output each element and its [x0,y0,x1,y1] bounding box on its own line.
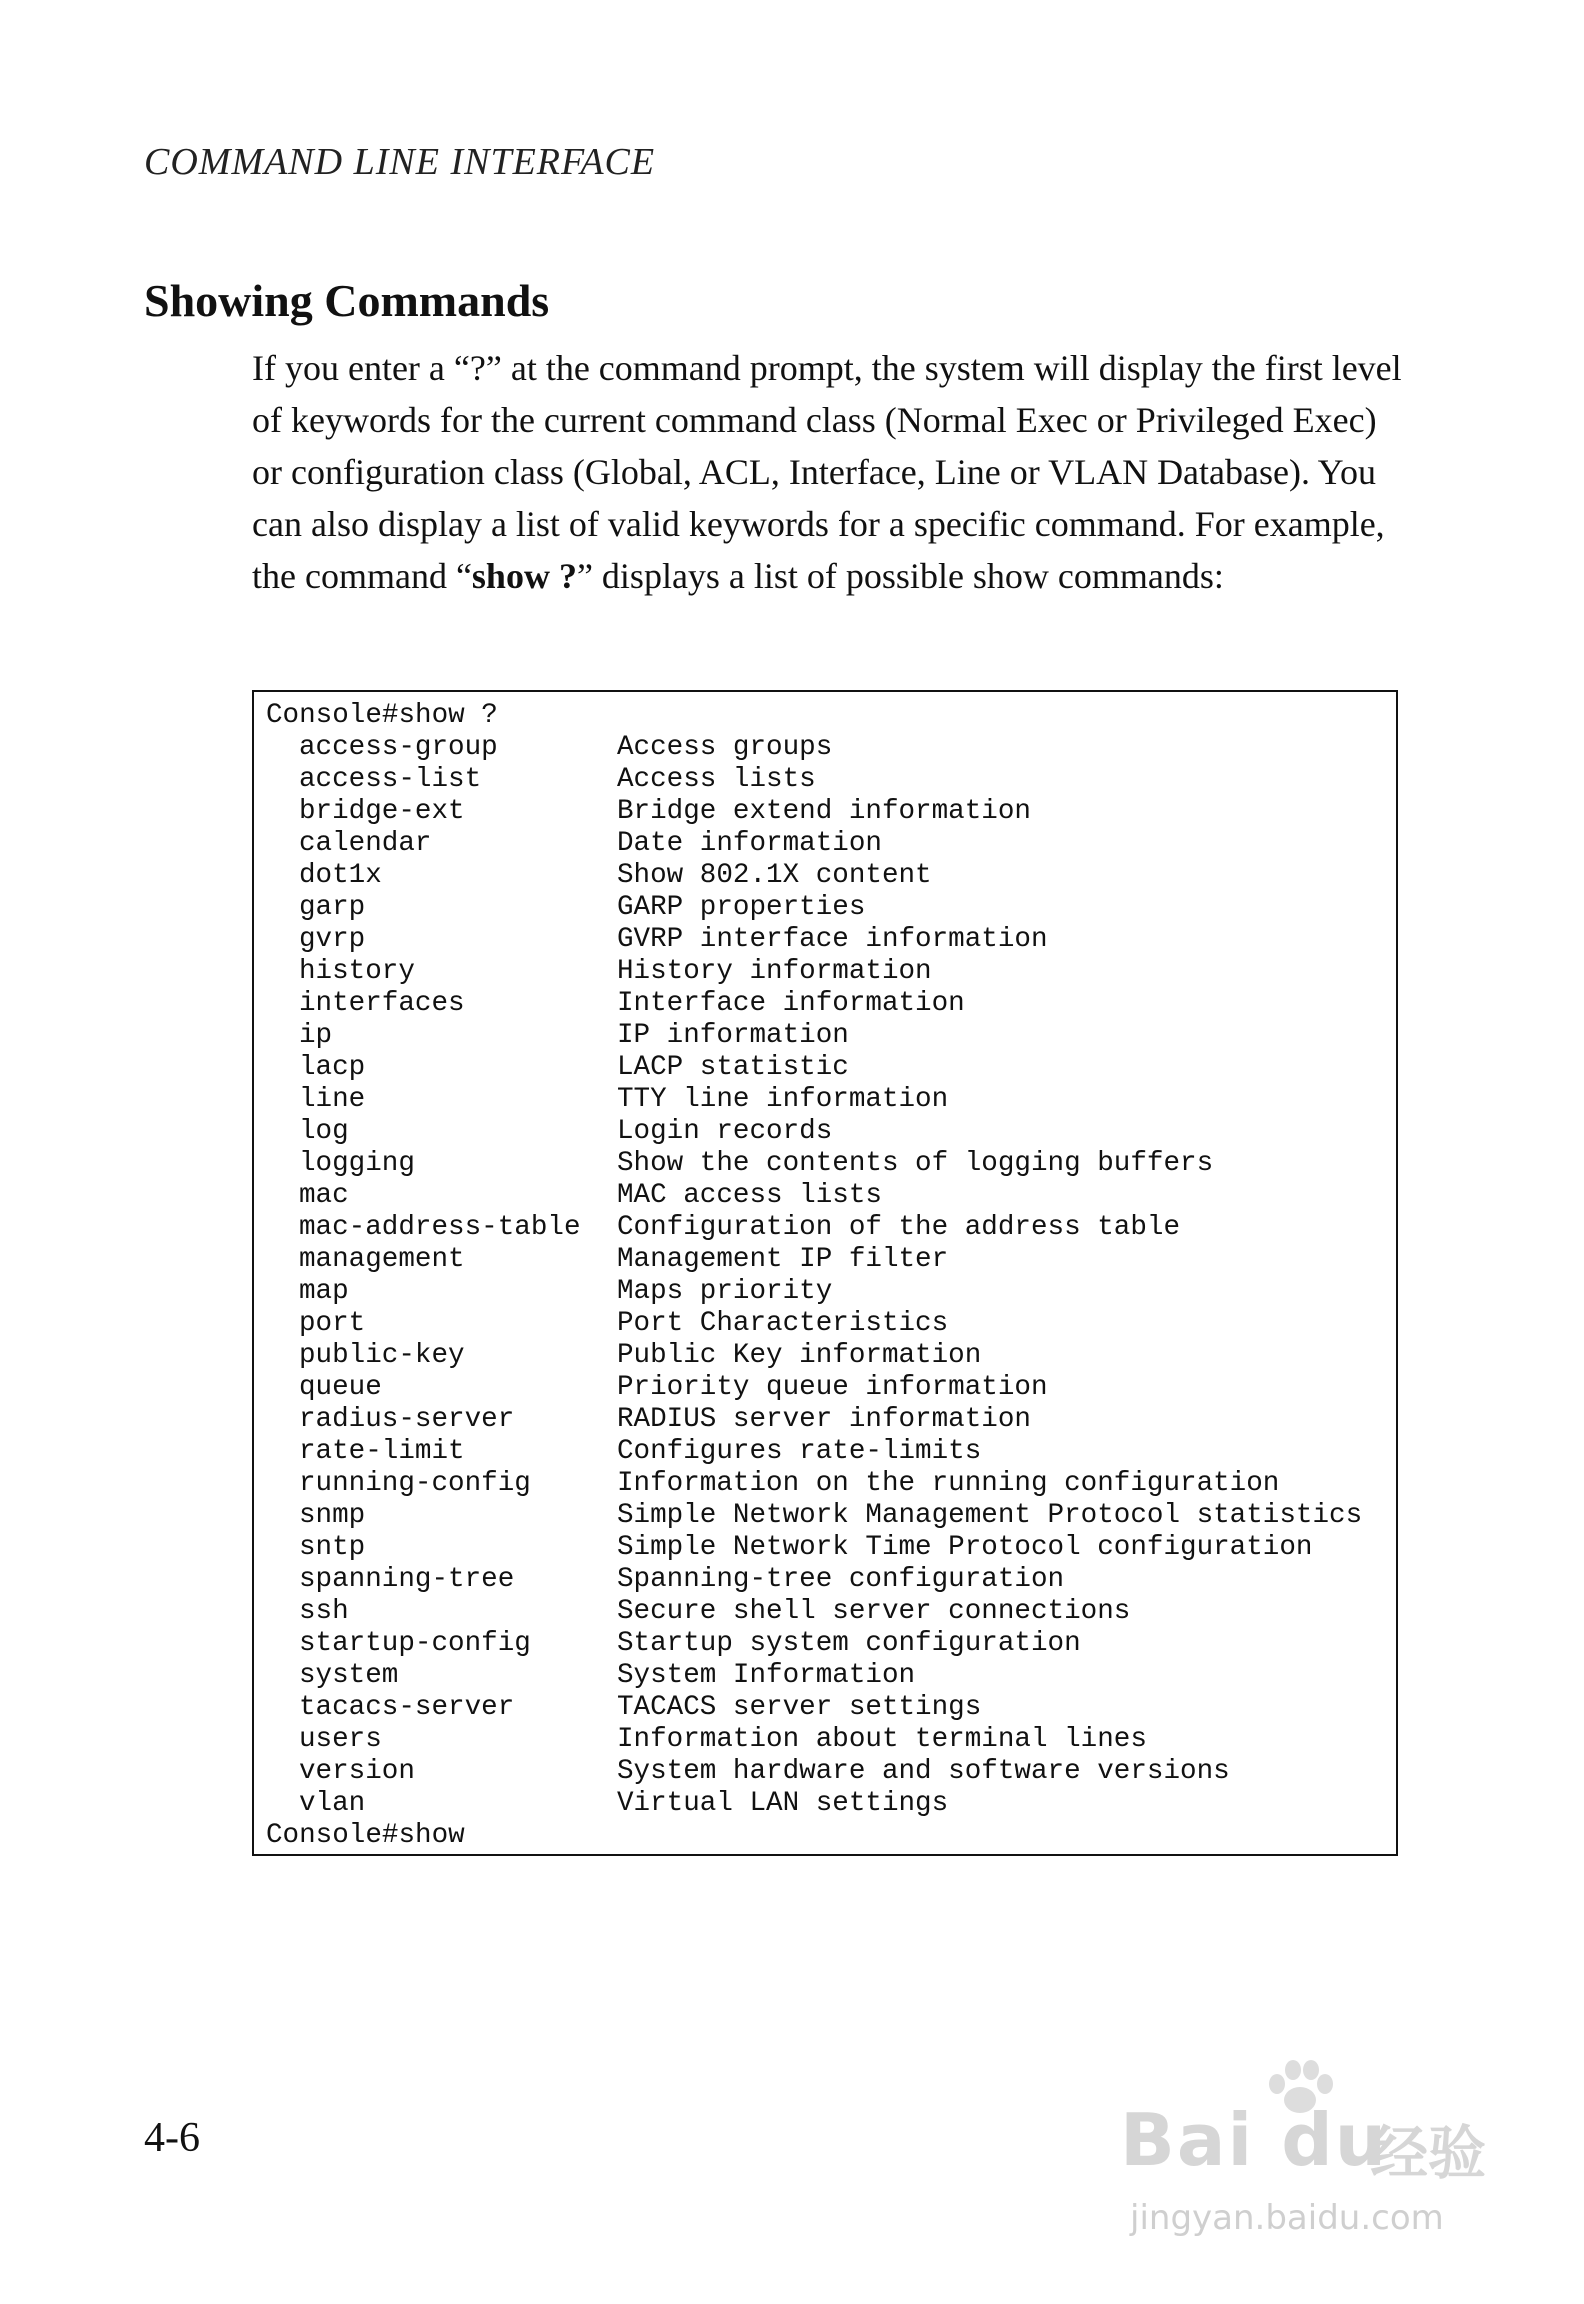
command-description: GARP properties [617,892,866,923]
command-description: GVRP interface information [617,924,1048,955]
intro-command: show ? [471,556,577,596]
command-row [266,1212,1396,1244]
console-final-line: Console#show [266,1820,465,1851]
command-row [266,988,1396,1020]
command-keyword: version [299,1756,415,1787]
command-description: Configuration of the address table [617,1212,1181,1243]
running-header: COMMAND LINE INTERFACE [144,141,656,183]
command-description: Login records [617,1116,833,1147]
command-description: Configures rate-limits [617,1436,982,1467]
command-row [266,1404,1396,1436]
command-keyword: public-key [299,1340,465,1371]
command-description: TTY line information [617,1084,949,1115]
command-keyword: gvrp [299,924,366,955]
command-row [266,1628,1396,1660]
command-description: Simple Network Management Protocol statistics [617,1500,1363,1531]
command-keyword: log [299,1116,349,1147]
command-row [266,1596,1396,1628]
command-keyword: map [299,1276,349,1307]
command-description: Information on the running configuration [617,1468,1280,1499]
section-title: Showing Commands [144,275,550,326]
command-description: History information [617,956,932,987]
command-description: Startup system configuration [617,1628,1081,1659]
command-description: Date information [617,828,882,859]
command-keyword: snmp [299,1500,366,1531]
command-description: Access lists [617,764,816,795]
watermark-cn-label: 经验 [1370,2119,1487,2187]
command-row [266,1148,1396,1180]
command-row [266,1020,1396,1052]
command-description: RADIUS server information [617,1404,1031,1435]
intro-text-before: If you enter a “?” at the command prompt, the system will display the first level of keywords for the current command class (Normal Exec or Privileged Exec) or configuration class (Global, ACL, Interface, Line or VLAN Database). You can also display a list of valid keywords for a specific command. For example, the command “ [252,348,1402,596]
command-description: Secure shell server connections [617,1596,1131,1627]
baidu-watermark [1110,2058,1490,2248]
command-keyword: vlan [299,1788,366,1819]
command-description: Priority queue information [617,1372,1048,1403]
intro-text-after: ” displays a list of possible show commands: [576,556,1224,596]
command-description: Show the contents of logging buffers [617,1148,1214,1179]
command-description: TACACS server settings [617,1692,982,1723]
command-description: LACP statistic [617,1052,849,1083]
command-keyword: port [299,1308,366,1339]
command-row [266,1692,1396,1724]
command-keyword: bridge-ext [299,796,465,827]
command-row [266,1372,1396,1404]
command-keyword: system [299,1660,399,1691]
command-description: IP information [617,1020,849,1051]
command-keyword: startup-config [299,1628,531,1659]
command-row [266,1564,1396,1596]
command-row [266,1788,1396,1820]
command-row [266,1756,1396,1788]
command-description: MAC access lists [617,1180,882,1211]
command-row [266,1500,1396,1532]
command-keyword: spanning-tree [299,1564,515,1595]
command-description: System Information [617,1660,916,1691]
command-description: Access groups [617,732,833,763]
command-keyword: mac-address-table [299,1212,581,1243]
command-description: Management IP filter [617,1244,949,1275]
command-keyword: rate-limit [299,1436,465,1467]
page-number: 4-6 [144,2115,200,2161]
watermark-brand: Bai du [1120,2098,1389,2182]
command-keyword: garp [299,892,366,923]
command-description: Information about terminal lines [617,1724,1147,1755]
command-keyword: tacacs-server [299,1692,515,1723]
command-keyword: calendar [299,828,432,859]
command-row [266,1340,1396,1372]
command-keyword: access-list [299,764,482,795]
console-prompt-line: Console#show ? [266,700,498,731]
command-description: System hardware and software versions [617,1756,1230,1787]
command-keyword: ssh [299,1596,349,1627]
command-row [266,1468,1396,1500]
command-keyword: access-group [299,732,498,763]
command-row [266,924,1396,956]
command-keyword: running-config [299,1468,531,1499]
command-keyword: radius-server [299,1404,515,1435]
command-keyword: management [299,1244,465,1275]
command-keyword: dot1x [299,860,382,891]
command-description: Maps priority [617,1276,833,1307]
command-keyword: users [299,1724,382,1755]
command-keyword: mac [299,1180,349,1211]
command-row [266,892,1396,924]
command-row [266,796,1396,828]
command-keyword: line [299,1084,366,1115]
command-keyword: queue [299,1372,382,1403]
watermark-url: jingyan.baidu.com [1130,2198,1444,2238]
command-keyword: ip [299,1020,333,1051]
console-output [252,690,1398,1856]
command-row [266,1724,1396,1756]
command-row [266,1052,1396,1084]
command-description: Virtual LAN settings [617,1788,949,1819]
command-keyword: history [299,956,415,987]
command-description: Interface information [617,988,965,1019]
command-row [266,956,1396,988]
command-row [266,1308,1396,1340]
command-row [266,1436,1396,1468]
command-description: Bridge extend information [617,796,1031,827]
command-row [266,1084,1396,1116]
command-description: Spanning-tree configuration [617,1564,1065,1595]
command-row [266,1244,1396,1276]
command-description: Simple Network Time Protocol configuration [617,1532,1313,1563]
command-row [266,1660,1396,1692]
command-row [266,860,1396,892]
intro-paragraph [252,342,1412,602]
command-keyword: lacp [299,1052,366,1083]
command-list [266,732,1396,1820]
command-row [266,732,1396,764]
command-row [266,1276,1396,1308]
command-description: Port Characteristics [617,1308,949,1339]
command-keyword: interfaces [299,988,465,1019]
command-description: Show 802.1X content [617,860,932,891]
command-row [266,1116,1396,1148]
command-description: Public Key information [617,1340,982,1371]
command-keyword: logging [299,1148,415,1179]
command-keyword: sntp [299,1532,366,1563]
command-row [266,1532,1396,1564]
command-row [266,764,1396,796]
command-row [266,828,1396,860]
command-row [266,1180,1396,1212]
